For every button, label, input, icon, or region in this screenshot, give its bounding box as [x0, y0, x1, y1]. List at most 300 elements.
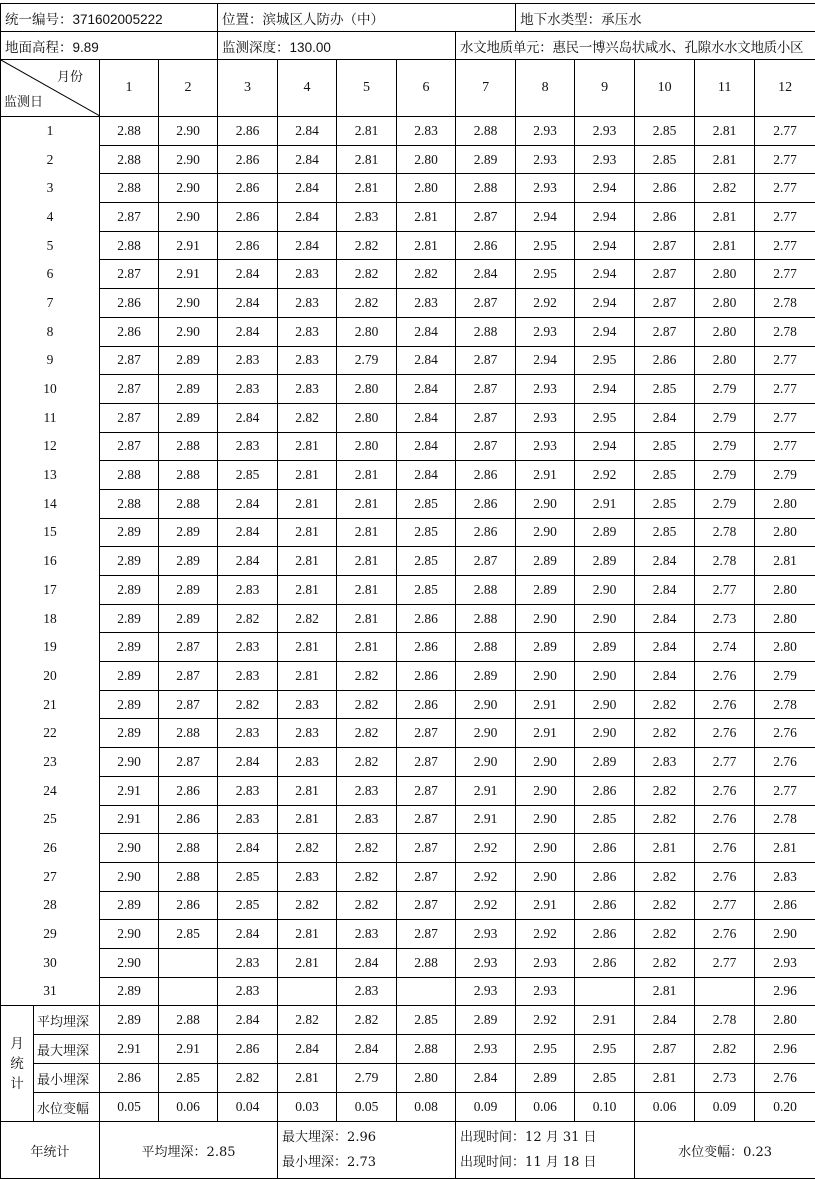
- depth-value: 2.93: [516, 977, 575, 1006]
- yearly-avg-depth: 平均埋深：2.85: [100, 1122, 278, 1179]
- monitoring-depth: 监测深度：130.00: [218, 32, 456, 60]
- stat-value: 2.95: [575, 1035, 635, 1064]
- depth-value: 2.96: [755, 977, 815, 1006]
- depth-value: 2.81: [337, 547, 397, 576]
- depth-value: 2.89: [100, 604, 159, 633]
- depth-value: 2.90: [516, 604, 575, 633]
- depth-value: 2.93: [516, 432, 575, 461]
- water-type: 地下水类型：承压水: [516, 4, 815, 32]
- depth-value: 2.81: [635, 834, 695, 863]
- depth-value: [278, 977, 337, 1006]
- station-id: 统一编号：371602005222: [1, 4, 218, 32]
- depth-value: 2.84: [397, 432, 456, 461]
- monthly-stat-row: [1, 1093, 815, 1122]
- stat-label: 平均埋深: [34, 1006, 100, 1035]
- stat-label: 最大埋深: [34, 1035, 100, 1064]
- depth-value: 2.93: [516, 117, 575, 146]
- table-row: [1, 403, 815, 432]
- depth-value: 2.83: [755, 862, 815, 891]
- depth-value: 2.91: [456, 776, 516, 805]
- table-row: [1, 834, 815, 863]
- depth-value: 2.81: [695, 231, 755, 260]
- depth-value: 2.95: [575, 403, 635, 432]
- depth-value: 2.85: [397, 518, 456, 547]
- depth-value: 2.90: [516, 748, 575, 777]
- table-row: [1, 576, 815, 605]
- depth-value: 2.81: [278, 461, 337, 490]
- depth-value: 2.88: [397, 948, 456, 977]
- depth-value: 2.77: [755, 145, 815, 174]
- depth-value: 2.77: [755, 231, 815, 260]
- day-label: 17: [1, 576, 100, 605]
- depth-value: 2.87: [100, 432, 159, 461]
- stat-value: 2.88: [397, 1035, 456, 1064]
- depth-value: 2.81: [695, 203, 755, 232]
- table-row: [1, 518, 815, 547]
- depth-value: 2.86: [635, 203, 695, 232]
- depth-value: 2.89: [159, 604, 218, 633]
- table-row: [1, 805, 815, 834]
- depth-value: 2.76: [695, 805, 755, 834]
- depth-value: 2.86: [575, 920, 635, 949]
- depth-value: 2.93: [516, 174, 575, 203]
- depth-value: 2.90: [456, 748, 516, 777]
- month-header-7: 7: [456, 60, 516, 117]
- depth-value: 2.81: [278, 489, 337, 518]
- depth-value: 2.89: [100, 576, 159, 605]
- table-row: [1, 719, 815, 748]
- depth-value: 2.94: [575, 203, 635, 232]
- stat-value: 0.05: [100, 1093, 159, 1122]
- depth-value: 2.82: [635, 719, 695, 748]
- depth-value: 2.82: [278, 403, 337, 432]
- depth-value: 2.83: [218, 432, 278, 461]
- depth-value: 2.89: [159, 518, 218, 547]
- depth-value: 2.85: [397, 576, 456, 605]
- yearly-stats-row: [1, 1122, 815, 1179]
- depth-value: 2.80: [337, 375, 397, 404]
- day-label: 6: [1, 260, 100, 289]
- depth-value: 2.88: [159, 432, 218, 461]
- depth-value: 2.81: [755, 834, 815, 863]
- depth-value: 2.83: [218, 633, 278, 662]
- depth-value: 2.83: [397, 117, 456, 146]
- depth-value: 2.83: [635, 748, 695, 777]
- depth-value: 2.90: [100, 834, 159, 863]
- stat-value: 0.10: [575, 1093, 635, 1122]
- depth-value: 2.90: [100, 920, 159, 949]
- depth-value: 2.87: [100, 346, 159, 375]
- depth-value: 2.80: [755, 604, 815, 633]
- month-header-11: 11: [695, 60, 755, 117]
- yearly-max-depth: 最大埋深：2.96: [282, 1130, 376, 1146]
- depth-value: 2.80: [695, 260, 755, 289]
- depth-value: 2.77: [755, 174, 815, 203]
- day-label: 22: [1, 719, 100, 748]
- depth-value: 2.79: [695, 403, 755, 432]
- day-label: 3: [1, 174, 100, 203]
- depth-value: 2.84: [218, 518, 278, 547]
- depth-value: 2.89: [516, 547, 575, 576]
- depth-value: 2.83: [278, 748, 337, 777]
- depth-value: 2.82: [397, 260, 456, 289]
- depth-value: 2.83: [218, 805, 278, 834]
- depth-value: 2.89: [516, 633, 575, 662]
- depth-value: 2.92: [456, 834, 516, 863]
- depth-value: 2.90: [755, 920, 815, 949]
- depth-value: 2.83: [278, 260, 337, 289]
- depth-value: 2.76: [695, 920, 755, 949]
- depth-value: 2.86: [575, 891, 635, 920]
- depth-value: 2.83: [278, 289, 337, 318]
- depth-value: 2.89: [575, 547, 635, 576]
- month-header-4: 4: [278, 60, 337, 117]
- depth-value: 2.77: [695, 748, 755, 777]
- depth-value: 2.76: [695, 834, 755, 863]
- month-header-1: 1: [100, 60, 159, 117]
- depth-value: 2.93: [575, 145, 635, 174]
- table-row: [1, 432, 815, 461]
- depth-value: 2.84: [397, 461, 456, 490]
- depth-value: 2.78: [755, 289, 815, 318]
- depth-value: 2.84: [218, 547, 278, 576]
- depth-value: 2.87: [635, 317, 695, 346]
- depth-value: 2.81: [278, 948, 337, 977]
- depth-value: 2.83: [337, 776, 397, 805]
- depth-value: 2.82: [635, 948, 695, 977]
- depth-value: 2.81: [278, 662, 337, 691]
- depth-value: 2.93: [516, 317, 575, 346]
- depth-value: [159, 948, 218, 977]
- depth-value: 2.90: [516, 805, 575, 834]
- depth-value: 2.81: [337, 174, 397, 203]
- depth-value: 2.85: [218, 891, 278, 920]
- depth-value: 2.82: [635, 891, 695, 920]
- table-row: [1, 547, 815, 576]
- depth-value: 2.83: [337, 977, 397, 1006]
- depth-value: 2.83: [397, 289, 456, 318]
- depth-value: 2.76: [695, 662, 755, 691]
- day-label: 14: [1, 489, 100, 518]
- depth-value: 2.79: [695, 375, 755, 404]
- depth-value: 2.81: [278, 920, 337, 949]
- depth-value: 2.82: [337, 289, 397, 318]
- day-label: 31: [1, 977, 100, 1006]
- month-header-8: 8: [516, 60, 575, 117]
- depth-value: 2.73: [695, 604, 755, 633]
- stat-value: 2.86: [100, 1064, 159, 1093]
- stat-value: 2.87: [635, 1035, 695, 1064]
- depth-value: 2.88: [159, 719, 218, 748]
- stat-value: 2.85: [397, 1006, 456, 1035]
- depth-value: 2.82: [218, 604, 278, 633]
- monthly-stat-row: [1, 1035, 815, 1064]
- yearly-occurrence-times: [456, 1122, 635, 1179]
- depth-value: 2.87: [397, 891, 456, 920]
- depth-value: 2.82: [337, 891, 397, 920]
- depth-value: 2.77: [695, 891, 755, 920]
- depth-value: 2.82: [337, 662, 397, 691]
- depth-value: 2.91: [159, 231, 218, 260]
- stat-value: 2.81: [635, 1064, 695, 1093]
- depth-value: 2.87: [100, 203, 159, 232]
- stat-value: 0.05: [337, 1093, 397, 1122]
- depth-value: 2.94: [575, 317, 635, 346]
- depth-value: 2.90: [516, 834, 575, 863]
- depth-value: 2.87: [159, 662, 218, 691]
- depth-value: 2.79: [695, 461, 755, 490]
- depth-value: 2.84: [397, 403, 456, 432]
- day-label: 21: [1, 690, 100, 719]
- depth-value: 2.92: [456, 891, 516, 920]
- depth-value: 2.84: [218, 403, 278, 432]
- depth-value: 2.86: [456, 489, 516, 518]
- depth-value: 2.82: [278, 604, 337, 633]
- depth-value: 2.87: [456, 375, 516, 404]
- depth-value: 2.77: [755, 403, 815, 432]
- depth-value: 2.94: [575, 432, 635, 461]
- depth-value: 2.85: [397, 489, 456, 518]
- day-label: 1: [1, 117, 100, 146]
- day-label: 28: [1, 891, 100, 920]
- stat-value: 0.09: [456, 1093, 516, 1122]
- depth-value: 2.81: [397, 231, 456, 260]
- depth-value: 2.90: [159, 289, 218, 318]
- day-label: 8: [1, 317, 100, 346]
- depth-value: 2.77: [755, 260, 815, 289]
- stat-value: 0.09: [695, 1093, 755, 1122]
- depth-value: 2.94: [575, 260, 635, 289]
- depth-value: 2.88: [100, 461, 159, 490]
- depth-value: 2.84: [635, 403, 695, 432]
- depth-value: 2.87: [635, 289, 695, 318]
- table-row: [1, 662, 815, 691]
- table-row: [1, 690, 815, 719]
- depth-value: 2.88: [100, 174, 159, 203]
- depth-value: 2.90: [159, 317, 218, 346]
- depth-value: 2.90: [575, 576, 635, 605]
- table-row: [1, 604, 815, 633]
- depth-value: 2.81: [278, 776, 337, 805]
- depth-value: 2.94: [575, 289, 635, 318]
- depth-value: 2.90: [456, 719, 516, 748]
- depth-value: 2.87: [100, 260, 159, 289]
- side-label-char: 月: [10, 1035, 24, 1051]
- depth-value: 2.84: [278, 203, 337, 232]
- stat-value: 2.84: [218, 1006, 278, 1035]
- depth-value: 2.77: [755, 117, 815, 146]
- depth-value: 2.90: [575, 604, 635, 633]
- depth-value: 2.89: [100, 690, 159, 719]
- depth-value: 2.81: [695, 117, 755, 146]
- yearly-stats-label: 年统计: [1, 1122, 100, 1179]
- depth-value: 2.80: [755, 633, 815, 662]
- depth-value: 2.86: [218, 231, 278, 260]
- depth-value: 2.86: [755, 891, 815, 920]
- depth-value: 2.78: [695, 547, 755, 576]
- depth-value: 2.83: [278, 862, 337, 891]
- table-row: [1, 948, 815, 977]
- depth-value: 2.76: [695, 776, 755, 805]
- depth-value: 2.80: [337, 432, 397, 461]
- header-row-2: [1, 32, 815, 60]
- side-label-char: 统: [10, 1055, 24, 1071]
- depth-value: 2.80: [397, 174, 456, 203]
- depth-value: [695, 977, 755, 1006]
- depth-value: 2.90: [516, 489, 575, 518]
- depth-value: 2.92: [516, 920, 575, 949]
- depth-value: 2.94: [575, 174, 635, 203]
- depth-value: 2.83: [218, 375, 278, 404]
- stat-value: 2.85: [159, 1064, 218, 1093]
- stat-value: 2.93: [456, 1035, 516, 1064]
- depth-value: 2.80: [337, 317, 397, 346]
- stat-value: 2.82: [278, 1006, 337, 1035]
- stat-value: 2.82: [337, 1006, 397, 1035]
- depth-value: 2.93: [575, 117, 635, 146]
- depth-value: 2.88: [100, 117, 159, 146]
- depth-value: 2.91: [100, 805, 159, 834]
- depth-value: 2.91: [159, 260, 218, 289]
- stat-value: 2.82: [695, 1035, 755, 1064]
- location: 位置：滨城区人防办（中）: [218, 4, 516, 32]
- depth-value: 2.89: [575, 633, 635, 662]
- month-axis-label: 月份: [56, 70, 83, 85]
- depth-value: 2.81: [695, 145, 755, 174]
- depth-value: 2.77: [755, 203, 815, 232]
- depth-value: 2.93: [456, 977, 516, 1006]
- depth-value: 2.81: [337, 145, 397, 174]
- stat-value: 2.89: [100, 1006, 159, 1035]
- depth-value: 2.82: [278, 834, 337, 863]
- table-row: [1, 145, 815, 174]
- day-label: 13: [1, 461, 100, 490]
- depth-value: 2.76: [755, 719, 815, 748]
- depth-value: 2.82: [337, 231, 397, 260]
- stat-value: 0.06: [159, 1093, 218, 1122]
- depth-value: 2.90: [159, 145, 218, 174]
- depth-value: 2.88: [159, 461, 218, 490]
- day-label: 5: [1, 231, 100, 260]
- depth-value: 2.87: [456, 432, 516, 461]
- depth-value: 2.87: [159, 748, 218, 777]
- table-row: [1, 174, 815, 203]
- depth-value: 2.82: [635, 690, 695, 719]
- depth-value: 2.95: [516, 260, 575, 289]
- depth-value: 2.84: [635, 604, 695, 633]
- depth-value: 2.87: [397, 776, 456, 805]
- stat-value: 2.85: [575, 1064, 635, 1093]
- depth-value: 2.86: [456, 518, 516, 547]
- depth-value: 2.83: [218, 719, 278, 748]
- depth-value: 2.83: [278, 375, 337, 404]
- table-row: [1, 920, 815, 949]
- month-header-5: 5: [337, 60, 397, 117]
- depth-value: 2.80: [695, 346, 755, 375]
- depth-value: 2.80: [695, 317, 755, 346]
- depth-value: 2.82: [635, 920, 695, 949]
- depth-value: 2.82: [635, 862, 695, 891]
- day-label: 30: [1, 948, 100, 977]
- depth-value: 2.93: [755, 948, 815, 977]
- depth-value: 2.92: [575, 461, 635, 490]
- depth-value: 2.86: [397, 604, 456, 633]
- depth-value: 2.83: [218, 662, 278, 691]
- depth-value: 2.84: [635, 633, 695, 662]
- table-row: [1, 317, 815, 346]
- depth-value: 2.78: [755, 805, 815, 834]
- stat-value: 2.73: [695, 1064, 755, 1093]
- day-label: 10: [1, 375, 100, 404]
- stat-value: 2.84: [337, 1035, 397, 1064]
- depth-value: 2.89: [100, 891, 159, 920]
- depth-value: 2.80: [397, 145, 456, 174]
- day-label: 12: [1, 432, 100, 461]
- depth-value: 2.78: [695, 518, 755, 547]
- depth-value: 2.88: [456, 633, 516, 662]
- depth-value: 2.83: [337, 203, 397, 232]
- depth-value: 2.83: [218, 948, 278, 977]
- depth-value: 2.90: [456, 690, 516, 719]
- depth-value: 2.82: [337, 719, 397, 748]
- depth-value: [397, 977, 456, 1006]
- table-row: [1, 633, 815, 662]
- depth-value: 2.87: [397, 805, 456, 834]
- depth-value: 2.87: [397, 834, 456, 863]
- day-label: 24: [1, 776, 100, 805]
- stat-value: 2.84: [456, 1064, 516, 1093]
- depth-value: 2.84: [218, 834, 278, 863]
- depth-value: 2.77: [755, 375, 815, 404]
- depth-value: 2.89: [159, 375, 218, 404]
- depth-value: 2.84: [278, 174, 337, 203]
- depth-value: 2.84: [456, 260, 516, 289]
- day-label: 23: [1, 748, 100, 777]
- depth-value: 2.85: [635, 145, 695, 174]
- depth-value: 2.81: [278, 518, 337, 547]
- depth-value: 2.80: [337, 403, 397, 432]
- table-row: [1, 748, 815, 777]
- table-row: [1, 375, 815, 404]
- stat-value: 2.78: [695, 1006, 755, 1035]
- depth-value: 2.90: [575, 719, 635, 748]
- depth-value: 2.82: [218, 690, 278, 719]
- header-row-1: [1, 4, 815, 32]
- depth-value: 2.84: [218, 489, 278, 518]
- stat-value: 0.20: [755, 1093, 815, 1122]
- side-label-char: 计: [10, 1075, 24, 1091]
- table-row: [1, 203, 815, 232]
- table-row: [1, 346, 815, 375]
- depth-value: 2.88: [456, 604, 516, 633]
- depth-value: 2.83: [278, 690, 337, 719]
- depth-value: 2.77: [755, 776, 815, 805]
- depth-value: 2.79: [695, 489, 755, 518]
- depth-value: 2.89: [100, 547, 159, 576]
- day-label: 2: [1, 145, 100, 174]
- depth-value: 2.86: [218, 145, 278, 174]
- depth-value: 2.87: [100, 375, 159, 404]
- day-label: 18: [1, 604, 100, 633]
- depth-value: 2.83: [218, 776, 278, 805]
- depth-value: 2.88: [100, 489, 159, 518]
- table-row: [1, 289, 815, 318]
- depth-value: 2.90: [159, 174, 218, 203]
- depth-value: 2.79: [755, 461, 815, 490]
- month-header-3: 3: [218, 60, 278, 117]
- depth-value: 2.76: [695, 719, 755, 748]
- depth-value: 2.93: [516, 375, 575, 404]
